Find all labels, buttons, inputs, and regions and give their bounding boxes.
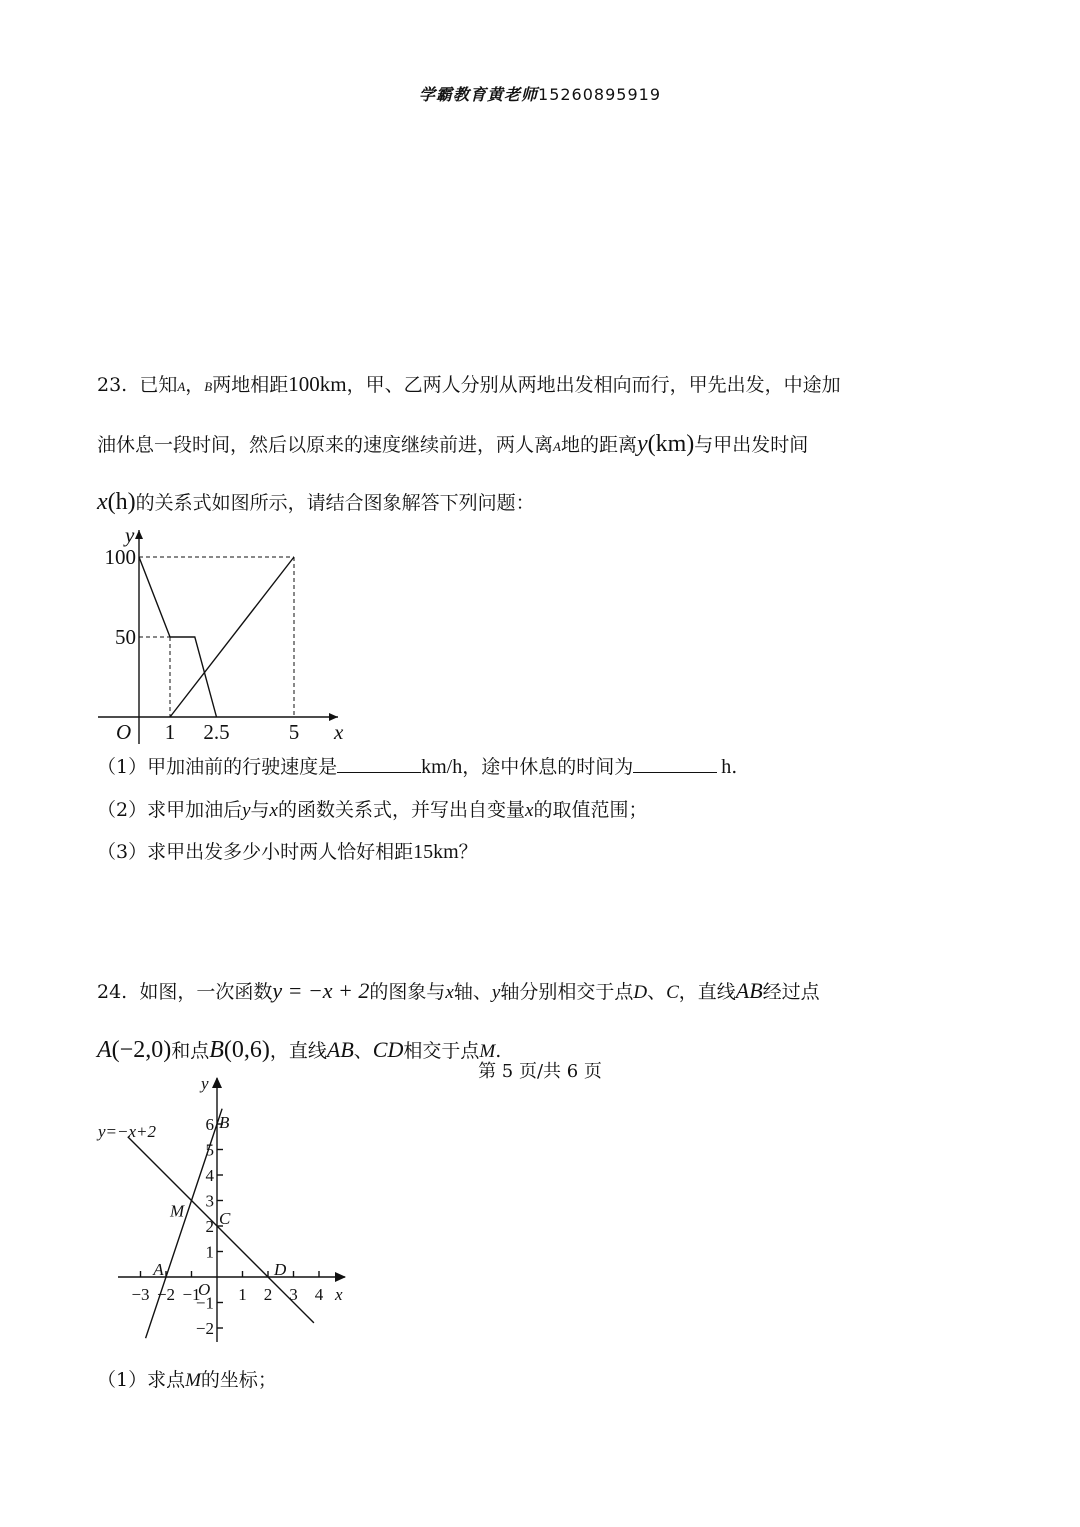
x-tick-label: 5 — [288, 720, 300, 744]
y-tick-label: 3 — [205, 1191, 214, 1211]
x-tick-label: −1 — [182, 1285, 201, 1304]
origin-label: O — [116, 720, 132, 744]
y-axis-arrow — [135, 530, 143, 539]
point-label-M: M — [170, 1201, 185, 1221]
q23-line-1: 23. 已知A，B两地相距100km，甲、乙两人分别从两地出发相向而行，甲先出发，中途加 — [97, 372, 841, 396]
point-label-A: A — [153, 1260, 164, 1279]
x-tick-label: 4 — [314, 1285, 324, 1304]
x-tick-label: 1 — [238, 1285, 247, 1304]
x-tick-label: 1 — [164, 720, 176, 744]
x-axis-arrow — [335, 1272, 346, 1282]
x-axis-label: x — [335, 1285, 343, 1304]
y-axis-label: y — [201, 1074, 209, 1093]
x-tick-label: −3 — [131, 1285, 150, 1304]
y-tick-label: −1 — [195, 1293, 214, 1313]
series-line-1 — [128, 1137, 314, 1323]
y-tick-label: 5 — [205, 1140, 214, 1160]
x-tick-label: −2 — [156, 1285, 176, 1304]
y-tick-label: 6 — [205, 1115, 214, 1134]
x-tick-label: 2 — [263, 1285, 273, 1304]
series-line-1 — [139, 557, 217, 717]
y-tick-label: −2 — [195, 1319, 214, 1338]
q23-part-1: （1）甲加油前的行驶速度是 km/h，途中休息的时间为 h. — [97, 756, 738, 778]
origin-label: O — [198, 1280, 211, 1299]
q23-part-3: （3）求甲出发多少小时两人恰好相距15km？ — [97, 841, 478, 863]
point-label-D: D — [274, 1260, 287, 1279]
y-tick-label: 4 — [205, 1166, 214, 1185]
header-phone: 15260895919 — [538, 85, 661, 104]
y-tick-label: 2 — [205, 1217, 214, 1236]
y-axis-label: y — [125, 523, 135, 547]
y-tick-label: 100 — [104, 545, 136, 569]
y-tick-label: 50 — [115, 625, 136, 649]
point-label-C: C — [219, 1209, 231, 1228]
x-axis-label: x — [334, 720, 344, 744]
answer-blank-rest[interactable] — [633, 754, 717, 773]
q23-line-3: x(h)的关系式如图所示，请结合图象解答下列问题： — [97, 489, 535, 515]
x-tick-label: 3 — [289, 1285, 298, 1304]
header-school: 学霸教育黄老师 — [419, 85, 539, 104]
y-tick-label: 1 — [205, 1242, 214, 1262]
q24-line-2: A(−2,0)和点B(0,6)，直线AB、CD相交于点M. — [97, 1037, 502, 1063]
x-tick-label: 2.5 — [203, 720, 230, 744]
point-label-B: B — [219, 1113, 230, 1132]
q24-chart — [90, 1070, 360, 1345]
q23-chart — [90, 520, 360, 745]
q23-part-2: （2）求甲加油后y与x的函数关系式，并写出自变量x的取值范围； — [97, 799, 648, 821]
q24-line-1: 24. 如图，一次函数y = −x + 2的图象与x轴、y轴分别相交于点D、C，直线AB经过点 — [97, 978, 820, 1003]
line-equation-label: y=−x+2 — [98, 1122, 157, 1141]
q24-part-1: （1）求点M的坐标； — [97, 1369, 277, 1391]
page-footer: 第 5 页/共 6 页 — [478, 1061, 602, 1082]
q23-line-2: 油休息一段时间，然后以原来的速度继续前进，两人离A地的距离y(km)与甲出发时间 — [97, 431, 809, 457]
page-header — [0, 82, 1080, 105]
answer-blank-speed[interactable] — [337, 754, 421, 773]
